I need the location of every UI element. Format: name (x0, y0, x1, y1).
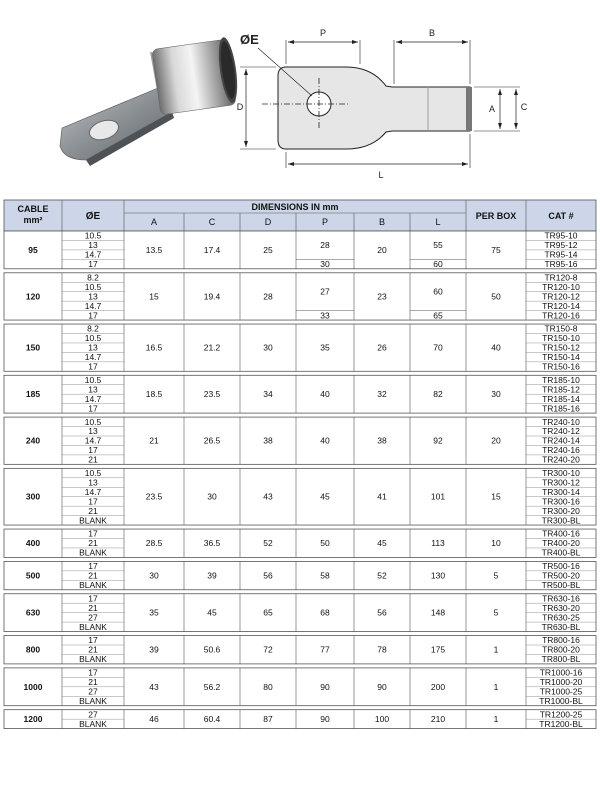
hole-diameter: 14.7 (84, 352, 102, 363)
dim-l: 65 (433, 310, 443, 321)
per-box-qty: 20 (491, 435, 501, 446)
catalog-number: TR150-14 (542, 352, 580, 363)
dim-d: 87 (263, 714, 273, 725)
hole-diameter: 13 (88, 240, 98, 251)
hole-diameter: 8.2 (87, 323, 99, 334)
hole-diameter: 17 (88, 635, 98, 646)
catalog-number: TR500-BL (541, 579, 581, 590)
group-row (4, 468, 596, 525)
header-b: B (378, 217, 386, 227)
header-dimensions: DIMENSIONS IN mm (251, 202, 339, 212)
label-a: A (488, 104, 496, 114)
group-row (4, 668, 596, 706)
header-l: L (435, 217, 441, 227)
catalog-number: TR630-20 (542, 602, 580, 613)
header-cable: CABLE (17, 204, 49, 214)
hole-diameter: BLANK (79, 654, 107, 665)
header-oe: ØE (85, 211, 101, 222)
header-cat: CAT # (548, 211, 574, 221)
hole-diameter: 13 (88, 291, 98, 302)
hole-diameter: 17 (88, 496, 98, 507)
header-p: P (321, 217, 329, 227)
dim-p: 28 (320, 240, 330, 251)
catalog-number: TR240-20 (542, 454, 580, 465)
hole-diameter: 17 (88, 259, 98, 269)
dim-l: 70 (433, 342, 443, 353)
dim-l: 60 (433, 259, 443, 270)
catalog-number: TR1200-BL (539, 718, 583, 729)
catalog-number: TR500-16 (542, 561, 580, 572)
hole-diameter: 21 (88, 570, 98, 581)
dim-c: 17.4 (203, 244, 221, 255)
hole-diameter: 13 (88, 477, 98, 488)
dim-p: 27 (320, 286, 330, 297)
dim-l: 55 (433, 240, 443, 251)
dim-a: 43 (149, 681, 159, 692)
per-box-qty: 5 (493, 570, 499, 581)
cable-size: 1200 (23, 714, 43, 725)
per-box-qty: 50 (491, 291, 501, 302)
dim-c: 23.5 (203, 389, 221, 400)
catalog-number: TR1200-25 (539, 709, 583, 720)
cable-size: 120 (25, 291, 41, 302)
dim-d: 34 (263, 389, 273, 400)
dim-c: 39 (207, 570, 217, 581)
dim-c: 56.2 (203, 681, 221, 692)
catalog-number: TR500-20 (542, 570, 580, 581)
catalog-number: TR120-16 (542, 310, 580, 321)
dim-a: 35 (149, 607, 159, 618)
dim-p: 68 (320, 607, 330, 618)
table-header (4, 200, 596, 231)
dim-p: 77 (320, 644, 330, 655)
catalog-number: TR400-20 (542, 538, 580, 549)
catalog-number: TR240-14 (542, 435, 580, 446)
dim-d: 43 (263, 491, 273, 502)
dim-a: 23.5 (145, 491, 163, 502)
catalog-number: TR185-14 (542, 393, 580, 404)
catalog-number: TR800-BL (541, 654, 581, 665)
hole-diameter: 17 (88, 310, 98, 321)
catalog-number: TR120-14 (542, 300, 580, 311)
dim-p: 90 (320, 681, 330, 692)
header-a: A (150, 217, 158, 227)
table-body (4, 231, 596, 729)
dim-d: 52 (263, 538, 273, 549)
dim-l: 82 (433, 389, 443, 400)
hole-diameter: 14.7 (84, 435, 102, 446)
per-box-qty: 30 (491, 389, 501, 400)
catalog-number: TR120-12 (542, 291, 580, 302)
cable-size: 630 (25, 607, 41, 618)
dim-b: 100 (374, 714, 390, 725)
catalog-number: TR400-16 (542, 528, 580, 539)
hole-diameter: 17 (88, 361, 98, 372)
label-diameter: ØE (240, 32, 259, 47)
hole-diameter: BLANK (79, 579, 107, 590)
dim-a: 46 (149, 714, 159, 725)
dim-c: 26.5 (203, 435, 221, 446)
dim-p: 40 (320, 435, 330, 446)
hole-diameter: 10.5 (84, 230, 102, 241)
catalog-number: TR185-10 (542, 374, 580, 385)
catalog-number: TR630-25 (542, 612, 580, 623)
hole-diameter: 21 (88, 602, 98, 613)
dim-b: 41 (377, 491, 387, 502)
hole-diameter: BLANK (79, 718, 107, 729)
header-c: C (208, 217, 216, 227)
dim-b: 52 (377, 570, 387, 581)
hole-diameter: 14.7 (84, 300, 102, 311)
dim-d: 28 (263, 291, 273, 302)
dim-l: 113 (431, 538, 445, 549)
dim-b: 78 (377, 644, 387, 655)
dim-l: 210 (430, 714, 446, 725)
hole-diameter: 10.5 (84, 374, 102, 385)
label-l: L (378, 170, 384, 180)
cable-size: 500 (25, 570, 41, 581)
group-row (4, 709, 596, 728)
catalog-number: TR1000-BL (539, 695, 583, 706)
catalog-number: TR95-14 (544, 249, 578, 260)
hole-diameter: 17 (88, 667, 98, 678)
hole-diameter: 13 (88, 384, 98, 395)
per-box-qty: 1 (493, 681, 499, 692)
hole-diameter: 10.5 (84, 416, 102, 427)
cable-size: 240 (25, 435, 41, 446)
group-row (4, 561, 596, 590)
dim-c: 21.2 (203, 342, 221, 353)
dim-c: 19.4 (203, 291, 221, 302)
hole-diameter: 10.5 (84, 333, 102, 344)
dim-a: 13.5 (145, 244, 163, 255)
dim-a: 21 (149, 435, 159, 446)
dim-a: 39 (149, 644, 159, 655)
dim-b: 26 (377, 342, 387, 353)
dim-d: 72 (263, 644, 273, 655)
dim-d: 65 (263, 607, 273, 618)
dim-l: 130 (430, 570, 446, 581)
dim-d: 80 (263, 681, 273, 692)
dim-l: 92 (433, 435, 443, 446)
hole-diameter: 21 (88, 505, 98, 516)
hole-diameter: 13 (88, 426, 98, 437)
dim-d: 38 (263, 435, 273, 446)
dim-b: 23 (377, 291, 387, 302)
hole-diameter: 8.2 (87, 272, 99, 283)
catalog-number: TR1000-16 (539, 667, 583, 678)
hole-diameter: BLANK (79, 695, 107, 706)
hole-diameter: 14.7 (84, 486, 102, 497)
dim-p: 50 (320, 538, 330, 549)
hole-diameter: 21 (88, 454, 98, 465)
dim-c: 45 (207, 607, 217, 618)
hole-diameter: 17 (88, 403, 98, 414)
hole-diameter: 10.5 (84, 468, 102, 478)
catalog-number: TR300-12 (542, 477, 580, 488)
hole-diameter: BLANK (79, 515, 107, 526)
header-per-box: PER BOX (475, 211, 517, 221)
dim-p: 45 (320, 491, 330, 502)
cable-size: 150 (25, 342, 41, 353)
hole-diameter: 13 (88, 342, 98, 353)
dim-a: 18.5 (145, 389, 163, 400)
dim-p: 33 (320, 310, 330, 321)
cable-size: 1000 (23, 681, 43, 692)
per-box-qty: 10 (491, 538, 501, 549)
hole-diameter: 27 (88, 686, 98, 697)
dim-p: 58 (320, 570, 330, 581)
cable-size: 400 (25, 538, 41, 549)
dim-b: 20 (377, 244, 387, 255)
dim-b: 38 (377, 435, 387, 446)
group-row (4, 635, 596, 664)
dim-l: 60 (433, 286, 443, 297)
per-box-qty: 5 (493, 607, 499, 618)
dim-p: 90 (320, 714, 330, 725)
catalog-number: TR185-16 (542, 403, 580, 414)
hole-diameter: 21 (88, 644, 98, 655)
per-box-qty: 1 (493, 714, 499, 725)
catalog-number: TR120-10 (542, 281, 580, 292)
catalog-number: TR630-BL (541, 621, 581, 632)
group-row (4, 529, 596, 558)
group-row (4, 417, 596, 465)
catalog-number: TR630-16 (542, 593, 580, 604)
label-d: D (236, 102, 244, 112)
hole-diameter: 17 (88, 593, 98, 604)
hole-diameter: 17 (88, 561, 98, 572)
dim-a: 30 (149, 570, 159, 581)
hole-diameter: BLANK (79, 547, 107, 558)
dim-a: 15 (149, 291, 159, 302)
hole-diameter: 14.7 (84, 249, 102, 260)
hole-diameter: 10.5 (84, 281, 102, 292)
cable-size: 185 (25, 389, 41, 400)
dim-c: 60.4 (203, 714, 221, 725)
dim-c: 50.6 (203, 644, 221, 655)
hole-diameter: 14.7 (84, 393, 102, 404)
catalog-number: TR120-8 (544, 272, 578, 283)
dim-d: 30 (263, 342, 273, 353)
dim-a: 16.5 (145, 342, 163, 353)
dim-l: 101 (430, 491, 446, 502)
catalog-number: TR800-20 (542, 644, 580, 655)
per-box-qty: 75 (491, 244, 501, 255)
header-d: D (264, 217, 272, 227)
group-row (4, 593, 596, 631)
hole-diameter: 17 (88, 445, 98, 456)
group-row (4, 272, 596, 320)
dim-p: 30 (320, 259, 330, 270)
dim-b: 45 (377, 538, 387, 549)
group-row (4, 324, 596, 372)
catalog-number: TR240-10 (542, 416, 580, 427)
cable-size: 300 (25, 491, 41, 502)
label-b: B (428, 28, 436, 38)
catalog-number: TR240-12 (542, 426, 580, 437)
per-box-qty: 1 (493, 644, 499, 655)
catalog-number: TR800-16 (542, 635, 580, 646)
hole-diameter: BLANK (79, 621, 107, 632)
dim-l: 200 (430, 681, 446, 692)
group-row (4, 231, 596, 269)
per-box-qty: 15 (491, 491, 501, 502)
label-c: C (520, 102, 528, 112)
catalog-number: TR150-16 (542, 361, 580, 372)
dim-d: 56 (263, 570, 273, 581)
catalog-number: TR1000-20 (539, 677, 583, 687)
dim-b: 32 (377, 389, 387, 400)
dim-d: 25 (263, 244, 273, 255)
cable-size: 95 (28, 244, 38, 255)
header-cable-unit: mm² (23, 215, 43, 225)
catalog-number: TR300-14 (542, 486, 580, 497)
catalog-number: TR400-BL (541, 547, 581, 558)
hole-diameter: 21 (88, 538, 98, 549)
dim-c: 30 (207, 491, 217, 502)
dim-b: 56 (377, 607, 387, 618)
hole-diameter: 21 (88, 677, 98, 687)
dim-c: 36.5 (203, 538, 221, 549)
hole-diameter: 17 (88, 528, 98, 539)
per-box-qty: 40 (491, 342, 501, 353)
catalog-number: TR1000-25 (539, 686, 583, 697)
catalog-number: TR300-20 (542, 505, 580, 516)
catalog-number: TR95-10 (544, 230, 578, 241)
dim-b: 90 (377, 681, 387, 692)
catalog-number: TR150-12 (542, 342, 580, 353)
dim-p: 40 (320, 389, 330, 400)
catalog-number: TR300-10 (542, 468, 580, 478)
dim-l: 175 (430, 644, 446, 655)
catalog-number: TR150-10 (542, 333, 580, 344)
catalog-number: TR150-8 (544, 323, 578, 334)
catalog-number: TR185-12 (542, 384, 580, 395)
cable-size: 800 (25, 644, 41, 655)
catalog-number: TR240-16 (542, 445, 580, 456)
dim-a: 28.5 (145, 538, 163, 549)
hole-diameter: 27 (88, 709, 98, 720)
dim-p: 35 (320, 342, 330, 353)
hole-diameter: 27 (88, 612, 98, 623)
label-p: P (319, 28, 327, 38)
group-row (4, 375, 596, 413)
catalog-number: TR95-12 (544, 240, 578, 251)
catalog-number: TR300-16 (542, 496, 580, 507)
catalog-number: TR95-16 (544, 259, 578, 269)
catalog-number: TR300-BL (541, 515, 581, 526)
dim-l: 148 (430, 607, 446, 618)
